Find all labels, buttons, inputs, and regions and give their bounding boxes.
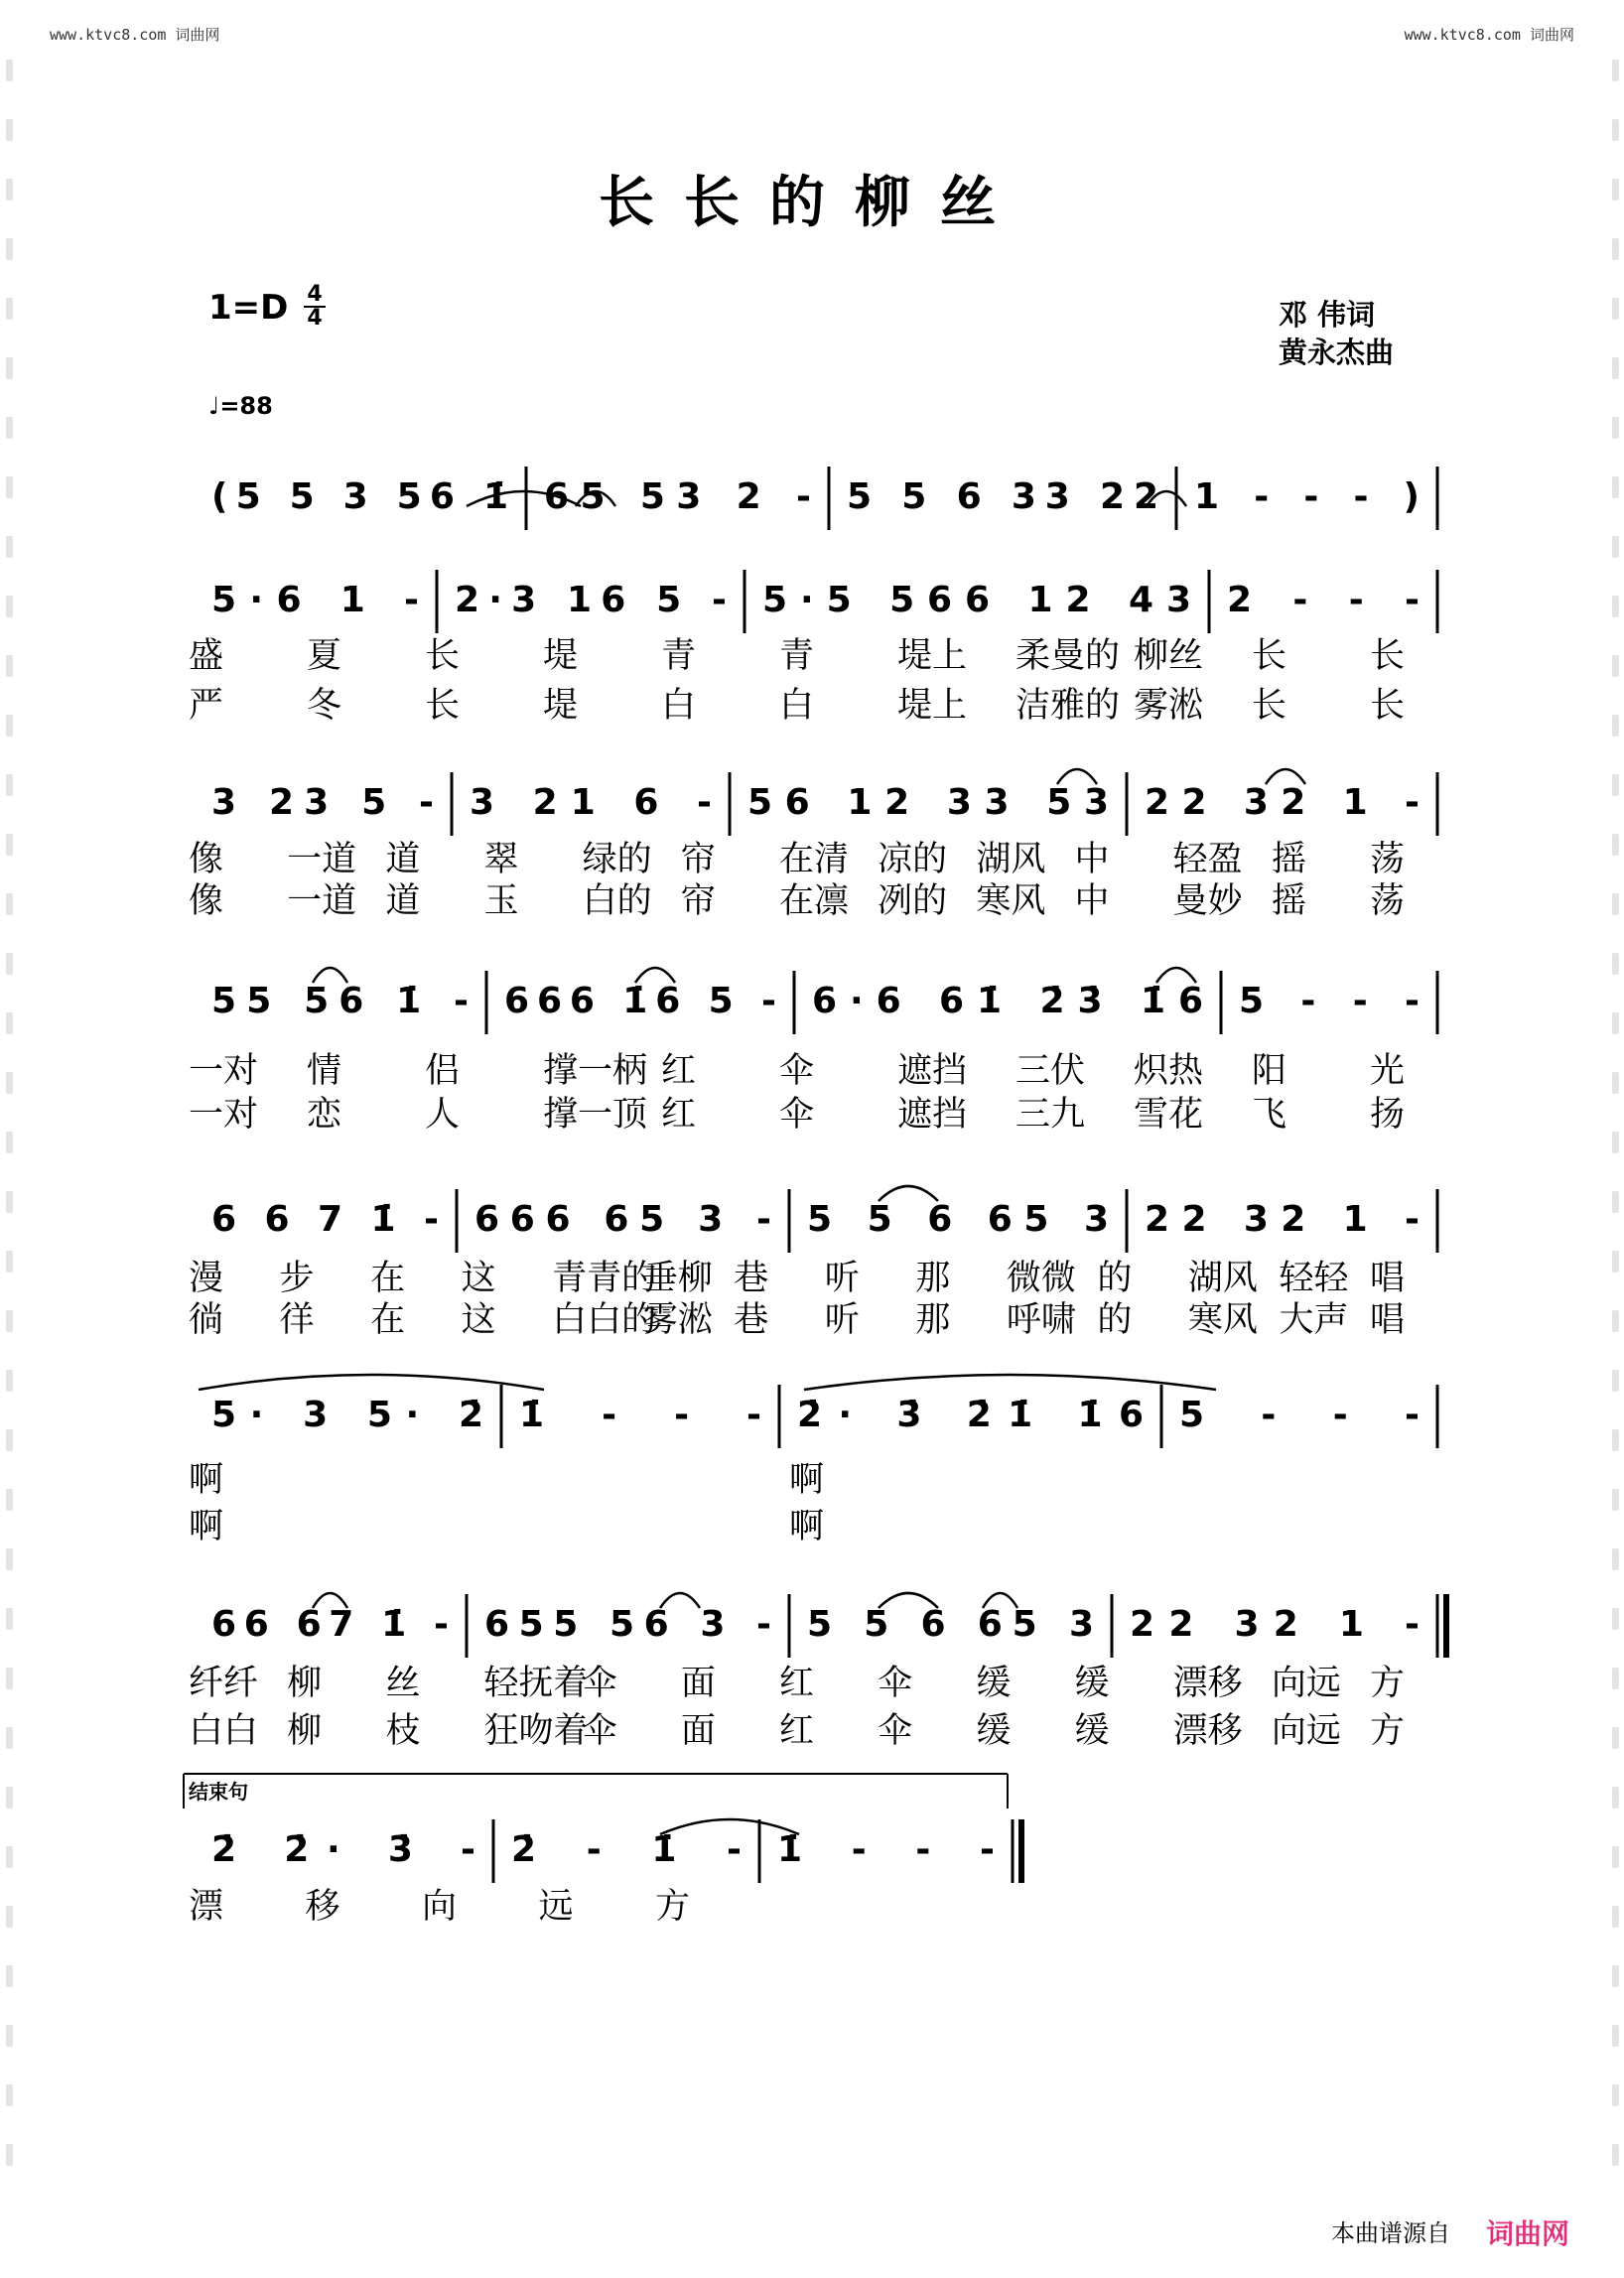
lyric-word: 啊 (789, 1460, 825, 1500)
lyric-word: 的 (1097, 1259, 1133, 1298)
lyric-word: 侣 (425, 1051, 461, 1091)
lyric-word: 扬 (1370, 1095, 1406, 1135)
lyric-word: 长 (1252, 636, 1287, 676)
lyric-word: 光 (1370, 1051, 1406, 1091)
measure-notes: 5· 3 5· 2̇ (211, 1395, 483, 1435)
lyric-word: 方 (1370, 1711, 1406, 1751)
lyricist-credit: 邓 伟词 (1279, 298, 1376, 332)
measure-notes: 3 23 5 - (211, 782, 434, 823)
lyric-word: 帘 (680, 840, 716, 879)
lyric-word: 面 (680, 1711, 716, 1751)
lyric-word: 的 (1097, 1300, 1133, 1340)
lyric-word: 步 (279, 1259, 315, 1298)
lyric-word: 方 (655, 1887, 691, 1927)
lyric-word: 唱 (1370, 1259, 1406, 1298)
measure-notes: 22 32 1 - (1145, 782, 1420, 823)
lyric-word: 轻轻 (1279, 1259, 1349, 1298)
lyric-word: 徜 (189, 1300, 224, 1340)
slur-arc (804, 1375, 1216, 1390)
composer-credit: 黄永杰曲 (1279, 335, 1395, 369)
lyric-word: 寒风 (976, 881, 1046, 921)
lyric-word: 堤 (543, 636, 579, 676)
measure-notes: 66 67 1̇ - (211, 1604, 449, 1645)
lyric-word: 夏 (307, 636, 342, 676)
lyric-word: 长 (425, 686, 461, 726)
lyric-word: 在凛 (779, 881, 850, 921)
lyric-word: 撑一顶 (543, 1095, 648, 1135)
lyric-word: 遮挡 (897, 1051, 968, 1091)
lyric-word: 轻盈 (1172, 840, 1243, 879)
lyric-word: 堤上 (897, 636, 968, 676)
lyric-word: 大声 (1279, 1300, 1349, 1340)
lyric-word: 唱 (1370, 1300, 1406, 1340)
measure-notes: 1̇ - - - (519, 1395, 761, 1435)
lyric-word: 伞 (582, 1711, 617, 1751)
lyric-word: 雪花 (1134, 1095, 1204, 1135)
lyric-word: 伞 (779, 1095, 815, 1135)
measure-notes: 22 32 1 - (1145, 1199, 1420, 1240)
lyric-word: 伞 (779, 1051, 815, 1091)
lyric-word: 摇 (1271, 881, 1306, 921)
lyric-word: 曼妙 (1172, 881, 1243, 921)
ending-label: 结束句 (189, 1780, 248, 1804)
lyric-word: 青 (779, 636, 815, 676)
lyric-word: 白的 (582, 881, 652, 921)
lyric-word: 缓 (976, 1664, 1012, 1703)
key-signature: 1=D (208, 288, 289, 328)
lyric-word: 炽热 (1134, 1051, 1204, 1091)
lyric-word: 撑一柄 (543, 1051, 648, 1091)
header-site-right: www.ktvc8.com 词曲网 (1404, 26, 1574, 44)
measure-notes: 2̇ 2̇· 3̇ - (211, 1829, 475, 1870)
measure-notes: 1 - - - ) (1194, 476, 1420, 517)
lyric-word: 堤 (543, 686, 579, 726)
lyric-word: 严 (189, 686, 224, 726)
lyric-word: 白 (779, 686, 815, 726)
lyric-word: 玉 (483, 881, 519, 921)
lyric-word: 情 (307, 1051, 342, 1091)
lyric-word: 柳 (287, 1664, 323, 1703)
lyric-word: 雾淞 (642, 1300, 713, 1340)
lyric-word: 伞 (878, 1711, 913, 1751)
measure-notes: 5 - - - (1239, 981, 1420, 1021)
measure-notes: 2̇· 3̇ 2̇1̇ 1̇6 (797, 1395, 1144, 1435)
lyric-word: 青青的 (552, 1259, 657, 1298)
time-signature-bottom: 4 (307, 306, 323, 331)
lyric-word: 一道 (287, 840, 357, 879)
measure-notes: 5·6 1 - (211, 580, 419, 620)
measure-notes: 65 53 2 - (544, 476, 811, 517)
measure-notes: 666 65 3 - (474, 1199, 771, 1240)
site-logo: 词曲网 (1485, 2217, 1569, 2250)
lyric-word: 盛 (189, 636, 224, 676)
lyric-word: 红 (661, 1095, 697, 1135)
measure-notes: 2̇ - 1̇ - (511, 1829, 742, 1870)
lyric-word: 洁雅的 (1015, 686, 1121, 726)
measure-notes: 5 5 6 33 22 (847, 476, 1158, 517)
lyric-word: 缓 (1074, 1711, 1110, 1751)
lyric-word: 那 (915, 1259, 951, 1298)
lyric-word: 湖风 (1187, 1259, 1258, 1298)
lyric-word: 漂 (189, 1887, 224, 1927)
lyric-word: 道 (385, 840, 421, 879)
lyric-word: 柳丝 (1134, 636, 1204, 676)
lyric-word: 凉的 (878, 840, 948, 879)
lyric-word: 那 (915, 1300, 951, 1340)
lyric-word: 红 (779, 1664, 815, 1703)
measure-notes: 5 - - - (1179, 1395, 1420, 1435)
lyric-word: 遮挡 (897, 1095, 968, 1135)
lyric-word: 在清 (779, 840, 850, 879)
lyric-word: 长 (1370, 636, 1406, 676)
song-title: 长长的柳丝 (599, 170, 1025, 235)
lyric-word: 啊 (789, 1507, 825, 1546)
lyric-word: 堤上 (897, 686, 968, 726)
lyric-word: 移 (305, 1887, 340, 1927)
lyric-word: 听 (824, 1259, 860, 1298)
lyric-word: 湖风 (976, 840, 1046, 879)
tempo-marking: ♩=88 (208, 392, 273, 420)
lyric-word: 飞 (1252, 1095, 1287, 1135)
lyric-word: 道 (385, 881, 421, 921)
lyric-word: 一对 (189, 1095, 259, 1135)
lyric-word: 冬 (307, 686, 342, 726)
measure-notes: 2·3 16 5 - (455, 580, 727, 620)
measure-notes: 2 - - - (1227, 580, 1420, 620)
lyric-word: 雾淞 (1134, 686, 1204, 726)
lyric-word: 冽的 (878, 881, 948, 921)
measure-notes: 5·5 566 12 43 (762, 580, 1191, 620)
lyric-word: 这 (461, 1300, 496, 1340)
lyric-word: 像 (189, 881, 224, 921)
source-note: 本曲谱源自 (1331, 2219, 1450, 2247)
measure-notes: 5 5 6 65 3 (807, 1199, 1109, 1240)
measure-notes: (5 5 3 56 1̇ (211, 476, 508, 517)
lyric-word: 绿的 (582, 840, 652, 879)
lyric-word: 中 (1074, 881, 1110, 921)
lyric-word: 啊 (189, 1507, 224, 1546)
lyric-word: 漂移 (1172, 1711, 1243, 1751)
lyric-word: 狂吻着 (483, 1711, 589, 1751)
measure-notes: 22 32 1 - (1130, 1604, 1420, 1645)
lyric-word: 三伏 (1015, 1051, 1086, 1091)
lyric-word: 远 (538, 1887, 574, 1927)
measure-notes: 56 12 33 53 (747, 782, 1109, 823)
lyric-word: 巷 (734, 1300, 769, 1340)
measure-notes: 666 1̇6 5 - (504, 981, 776, 1021)
time-signature-top: 4 (307, 282, 323, 307)
lyric-word: 伞 (878, 1664, 913, 1703)
lyric-word: 伞 (582, 1664, 617, 1703)
measure-notes: 6·6 61̇ 2̇3̇ 1̇6 (812, 981, 1203, 1021)
lyric-word: 摇 (1271, 840, 1306, 879)
lyric-word: 缓 (1074, 1664, 1110, 1703)
lyric-word: 缓 (976, 1711, 1012, 1751)
lyric-word: 在 (370, 1300, 406, 1340)
measure-notes: 655 56 3 - (484, 1604, 771, 1645)
measure-notes: 3 21 6 - (470, 782, 712, 823)
lyric-word: 漂移 (1172, 1664, 1243, 1703)
lyric-word: 一道 (287, 881, 357, 921)
lyric-word: 面 (680, 1664, 716, 1703)
lyric-word: 白 (661, 686, 697, 726)
lyric-word: 漫 (189, 1259, 224, 1298)
lyric-word: 荡 (1370, 840, 1406, 879)
lyric-word: 帘 (680, 881, 716, 921)
lyric-word: 这 (461, 1259, 496, 1298)
lyric-word: 向远 (1271, 1711, 1341, 1751)
measure-notes: 1̇ - - - (777, 1829, 995, 1870)
lyric-word: 中 (1074, 840, 1110, 879)
lyric-word: 徉 (279, 1300, 315, 1340)
lyric-word: 三九 (1015, 1095, 1086, 1135)
lyric-word: 长 (425, 636, 461, 676)
lyric-word: 恋 (307, 1095, 342, 1135)
lyric-word: 轻抚着 (483, 1664, 589, 1703)
lyric-word: 向远 (1271, 1664, 1341, 1703)
lyric-word: 啊 (189, 1460, 224, 1500)
lyric-word: 垂柳 (642, 1259, 713, 1298)
lyric-word: 巷 (734, 1259, 769, 1298)
lyric-word: 荡 (1370, 881, 1406, 921)
measure-notes: 6 6 7 1̇ - (211, 1199, 439, 1240)
lyric-word: 人 (425, 1095, 461, 1135)
lyric-word: 纤纤 (189, 1664, 259, 1703)
measure-notes: 55 56 1̇ - (211, 981, 469, 1021)
lyric-word: 长 (1252, 686, 1287, 726)
lyric-word: 寒风 (1187, 1300, 1258, 1340)
lyric-word: 柔曼的 (1015, 636, 1121, 676)
measure-notes: 5 5 6 65 3 (807, 1604, 1094, 1645)
lyric-word: 呼啸 (1006, 1300, 1076, 1340)
lyric-word: 阳 (1252, 1051, 1287, 1091)
lyric-word: 方 (1370, 1664, 1406, 1703)
lyric-word: 红 (661, 1051, 697, 1091)
header-site-left: www.ktvc8.com 词曲网 (50, 26, 220, 44)
lyric-word: 听 (824, 1300, 860, 1340)
lyric-word: 白白的 (552, 1300, 657, 1340)
lyric-word: 白白 (189, 1711, 259, 1751)
lyric-word: 丝 (385, 1664, 421, 1703)
lyric-word: 红 (779, 1711, 815, 1751)
lyric-word: 向 (422, 1887, 458, 1927)
lyric-word: 柳 (287, 1711, 323, 1751)
lyric-word: 青 (661, 636, 697, 676)
lyric-word: 翠 (483, 840, 519, 879)
lyric-word: 一对 (189, 1051, 259, 1091)
lyric-word: 枝 (385, 1711, 421, 1751)
lyric-word: 在 (370, 1259, 406, 1298)
slur-arc (199, 1375, 544, 1390)
lyric-word: 微微 (1006, 1259, 1076, 1298)
lyric-word: 长 (1370, 686, 1406, 726)
lyric-word: 像 (189, 840, 224, 879)
